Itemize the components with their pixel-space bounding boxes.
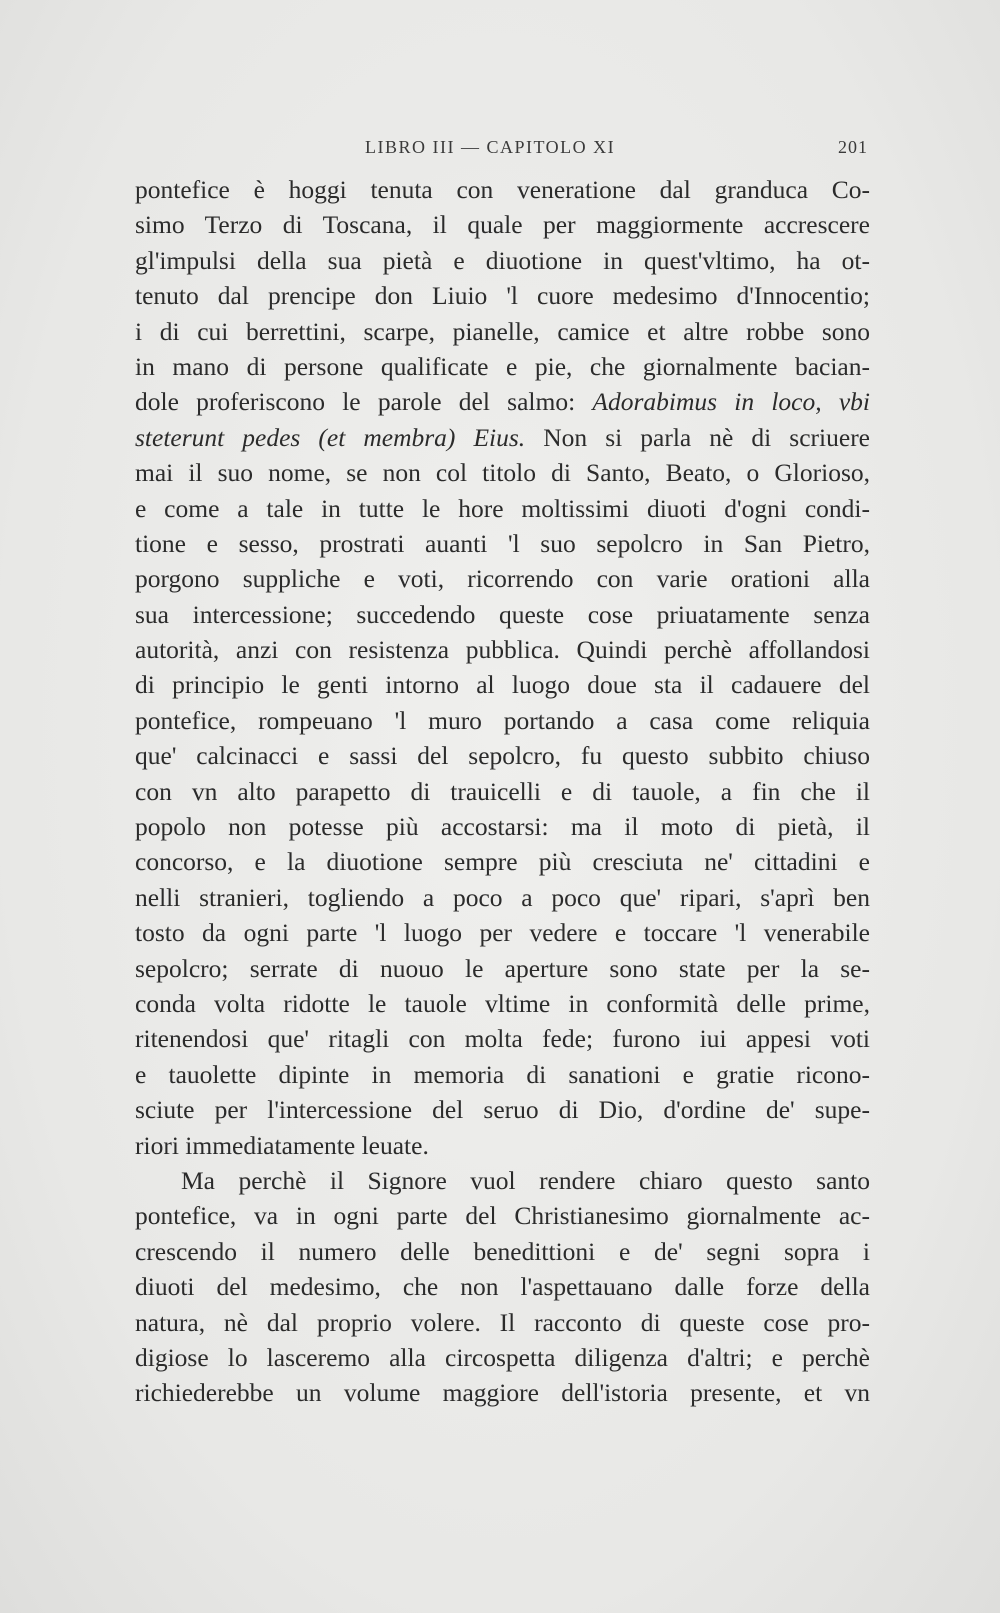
running-head: LIBRO III — CAPITOLO XI bbox=[365, 137, 616, 157]
text-line: diuoti del medesimo, che non l'aspettauano dalle forze della bbox=[135, 1272, 870, 1302]
text-line: richiederebbe un volume maggiore dell'istoria presente, et vn bbox=[135, 1378, 870, 1408]
text-line: concorso, e la diuotione sempre più cresciuta ne' cittadini e bbox=[135, 847, 870, 877]
text-line: con vn alto parapetto di trauicelli e di tauole, a fin che il bbox=[135, 776, 870, 806]
page-number: 201 bbox=[838, 137, 868, 157]
text-line: mai il suo nome, se non col titolo di Santo, Beato, o Glorioso, bbox=[135, 458, 870, 488]
text-line: simo Terzo di Toscana, il quale per maggiormente accrescere bbox=[135, 210, 870, 240]
latin-quotation: steterunt pedes (et membra) Eius. bbox=[135, 422, 526, 452]
text-line: ritenendosi que' ritagli con molta fede; furono iui appesi voti bbox=[135, 1024, 870, 1054]
text-line: popolo non potesse più accostarsi: ma il moto di pietà, il bbox=[135, 812, 870, 842]
page-header bbox=[138, 137, 868, 163]
text-line: Ma perchè il Signore vuol rendere chiaro questo santo bbox=[181, 1165, 870, 1195]
text-segment: Non si parla nè di scriuere bbox=[543, 422, 871, 452]
text-line: pontefice è hoggi tenuta con veneratione dal granduca Co- bbox=[135, 175, 870, 204]
text-line: i di cui berrettini, scarpe, pianelle, camice et altre robbe sono bbox=[135, 316, 870, 346]
latin-quotation: Adorabimus in loco, vbi bbox=[592, 387, 870, 417]
text-line: que' calcinacci e sassi del sepolcro, fu questo subbito chiuso bbox=[135, 741, 870, 771]
body-text bbox=[135, 172, 870, 1411]
text-line: in mano di persone qualificate e pie, che giornalmente bacian- bbox=[135, 351, 870, 381]
text-segment: dole proferiscono le parole del salmo: bbox=[135, 387, 576, 417]
text-line: conda volta ridotte le tauole vltime in conformità delle prime, bbox=[135, 988, 870, 1018]
text-line: sua intercessione; succedendo queste cose priuatamente senza bbox=[135, 599, 870, 629]
text-line: sciute per l'intercessione del seruo di Dio, d'ordine de' supe- bbox=[135, 1095, 870, 1125]
text-line: e tauolette dipinte in memoria di sanationi e gratie ricono- bbox=[135, 1059, 870, 1089]
text-line: gl'impulsi della sua pietà e diuotione in quest'vltimo, ha ot- bbox=[135, 245, 870, 275]
text-line: e come a tale in tutte le hore moltissimi diuoti d'ogni condi- bbox=[135, 493, 870, 523]
text-line: crescendo il numero delle benedittioni e de' segni sopra i bbox=[135, 1236, 870, 1266]
text-line: pontefice, rompeuano 'l muro portando a casa come reliquia bbox=[135, 705, 870, 735]
text-line: tosto da ogni parte 'l luogo per vedere e toccare 'l venerabile bbox=[135, 918, 870, 948]
text-line bbox=[135, 420, 870, 455]
text-line: di principio le genti intorno al luogo doue sta il cadauere del bbox=[135, 670, 870, 700]
text-line: autorità, anzi con resistenza pubblica. Quindi perchè affollandosi bbox=[135, 635, 870, 665]
text-line bbox=[135, 384, 870, 419]
text-line: nelli stranieri, togliendo a poco a poco que' ripari, s'aprì ben bbox=[135, 882, 870, 912]
text-line: tione e sesso, prostrati auanti 'l suo sepolcro in San Pietro, bbox=[135, 528, 870, 558]
text-line: sepolcro; serrate di nuouo le aperture sono state per la se- bbox=[135, 953, 870, 983]
text-line: porgono suppliche e voti, ricorrendo con varie orationi alla bbox=[135, 564, 870, 594]
text-line: digiose lo lasceremo alla circospetta diligenza d'altri; e perchè bbox=[135, 1342, 870, 1372]
text-line: tenuto dal prencipe don Liuio 'l cuore medesimo d'Innocentio; bbox=[135, 281, 870, 311]
text-line: pontefice, va in ogni parte del Christianesimo giornalmente ac- bbox=[135, 1201, 870, 1231]
text-line: natura, nè dal proprio volere. Il racconto di queste cose pro- bbox=[135, 1307, 870, 1337]
text-line: riori immediatamente leuate. bbox=[135, 1130, 429, 1160]
